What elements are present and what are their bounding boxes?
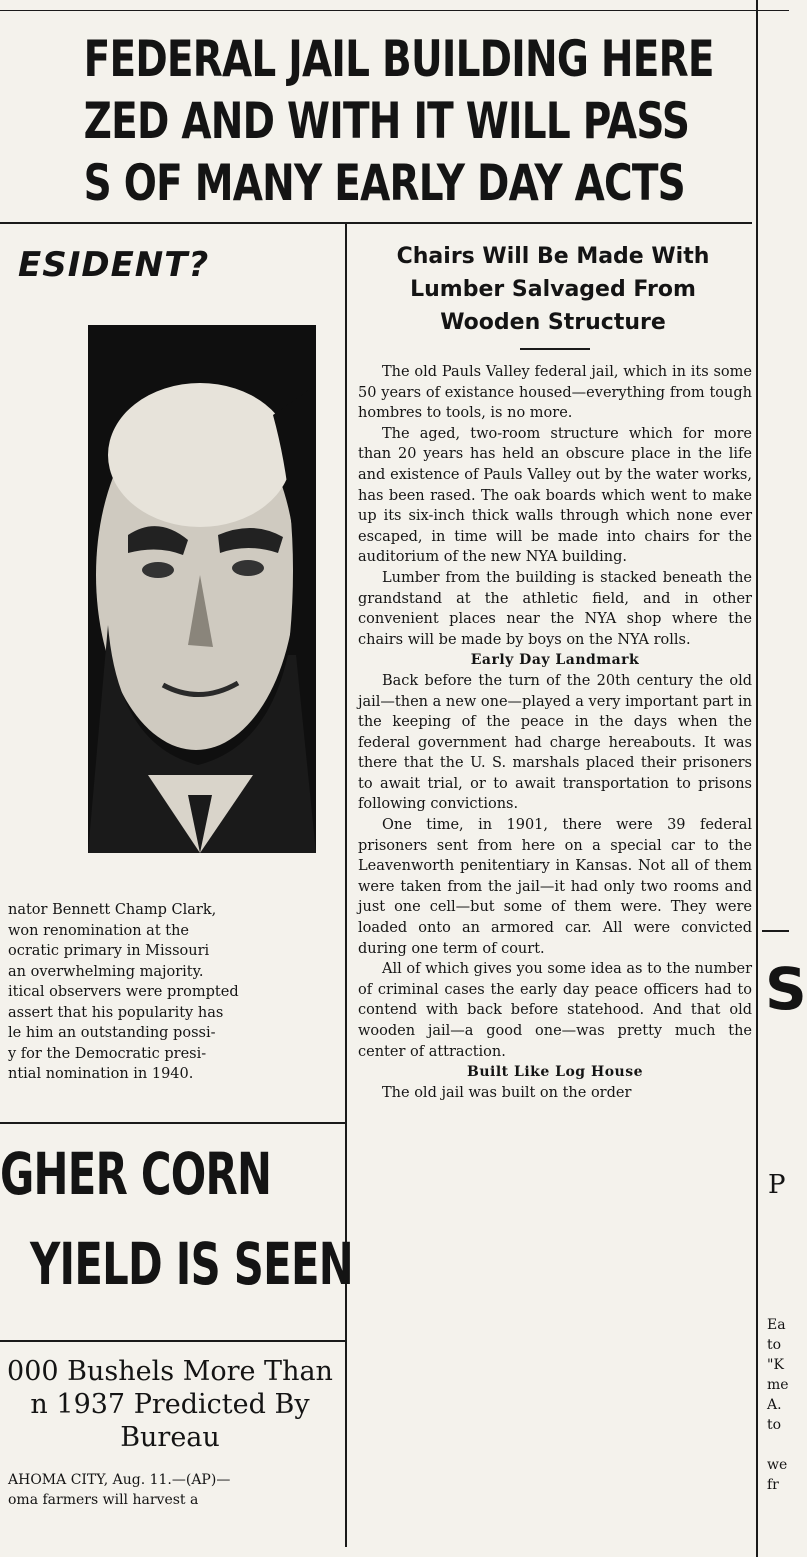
caption-line: assert that his popularity has	[8, 1004, 224, 1021]
deck-line: Lumber Salvaged From	[410, 277, 696, 302]
paragraph: The old jail was built on the order	[382, 1084, 632, 1101]
right-fragment-p: P	[768, 1170, 786, 1200]
corn-subhead-line: Bureau	[120, 1422, 220, 1453]
paragraph: One time, in 1901, there were 39 federal prisoners sent from here on a special car to the Leavenworth penitentiary in Kansas. Not all of them were taken from the jail—it had only two rooms and just one cell—but some of them were. They were loaded onto an armored car. All were convicted during one term of court.	[358, 817, 752, 957]
caption-line: le him an outstanding possi-	[8, 1025, 216, 1041]
column-rule-right	[756, 0, 758, 1557]
caption-line: ntial nomination in 1940.	[8, 1066, 194, 1082]
fragment-line: A.	[767, 1397, 782, 1413]
headline-line-3: S OF MANY EARLY DAY ACTS	[83, 154, 685, 212]
corn-headline-2: YIELD IS SEEN	[30, 1230, 353, 1298]
fragment-line: me	[767, 1377, 789, 1393]
caption-line: an overwhelming majority.	[8, 963, 204, 980]
paragraph: All of which gives you some idea as to the number of criminal cases the early day peace officers had to contend with back before statehood. And that old wooden jail—a good one—was pretty much the center of attraction.	[358, 961, 752, 1060]
corn-subhead	[0, 1355, 340, 1454]
corn-body	[8, 1470, 348, 1510]
deck-line: Wooden Structure	[440, 310, 666, 335]
headline-bottom-rule	[0, 222, 752, 224]
paragraph: Lumber from the building is stacked beneath the grandstand at the athletic field, and in other convenient places near the NYA shop where the chairs will be made by boys on the NYA rolls.	[358, 569, 752, 648]
photo-caption	[8, 900, 338, 1085]
corn-headline-1: GHER CORN	[0, 1140, 272, 1208]
kicker: ESIDENT?	[18, 245, 210, 285]
right-fragment-big-letter: S	[765, 955, 807, 1023]
fragment-line: to	[767, 1337, 782, 1353]
corn-body-line: AHOMA CITY, Aug. 11.—(AP)—	[8, 1472, 231, 1488]
fragment-line: "K	[767, 1357, 784, 1373]
fragment-line: to	[767, 1417, 782, 1433]
caption-line: itical observers were prompted	[8, 984, 239, 1000]
paragraph: The old Pauls Valley federal jail, which in its some 50 years of existance housed—everything from tough hombres to tools, is no more.	[358, 364, 752, 422]
corn-subhead-line: 000 Bushels More Than	[7, 1356, 333, 1387]
fragment-line: Ea	[767, 1317, 786, 1333]
left-section-rule	[0, 1122, 345, 1124]
corn-subhead-line: n 1937 Predicted By	[30, 1389, 310, 1420]
paragraph: Back before the turn of the 20th century the old jail—then a new one—played a very important part in the keeping of the peace in the days when the federal government had charge hereabouts. It was there that the U. S. marshals placed their prisoners to await trial, or to await transportation to prisons following convictions.	[358, 672, 752, 813]
right-fragment-lines	[767, 1315, 789, 1495]
portrait-photo	[88, 325, 316, 853]
deck-line: Chairs Will Be Made With	[396, 244, 710, 269]
top-rule	[0, 10, 789, 11]
caption-line: won renomination at the	[8, 922, 190, 939]
paragraph: The aged, two-room structure which for more than 20 years has held an obscure place in the life and existence of Pauls Valley out by the water works, has been rased. The oak boards which went to make up its six-inch thick walls through which none ever escaped, in time will be made into chairs for the auditorium of the new NYA building.	[358, 425, 752, 566]
corn-rule	[0, 1340, 345, 1342]
main-headline	[83, 28, 714, 214]
headline-line-1: FEDERAL JAIL BUILDING HERE	[83, 30, 714, 88]
caption-line: ocratic primary in Missouri	[8, 943, 210, 959]
article-deck	[352, 240, 754, 339]
corn-body-line: oma farmers will harvest a	[8, 1492, 199, 1508]
subhead-built-like-log-house: Built Like Log House	[466, 1064, 643, 1081]
column-rule-left	[345, 222, 347, 1547]
subhead-early-day-landmark: Early Day Landmark	[470, 652, 640, 669]
deck-rule	[520, 348, 590, 350]
fragment-line: fr	[767, 1477, 779, 1493]
caption-line: y for the Democratic presi-	[8, 1045, 207, 1062]
article-body	[358, 362, 752, 1103]
headline-line-2: ZED AND WITH IT WILL PASS	[83, 92, 690, 150]
caption-line: nator Bennett Champ Clark,	[8, 902, 217, 918]
right-fragment-rule	[762, 930, 789, 932]
fragment-line: we	[767, 1457, 788, 1473]
